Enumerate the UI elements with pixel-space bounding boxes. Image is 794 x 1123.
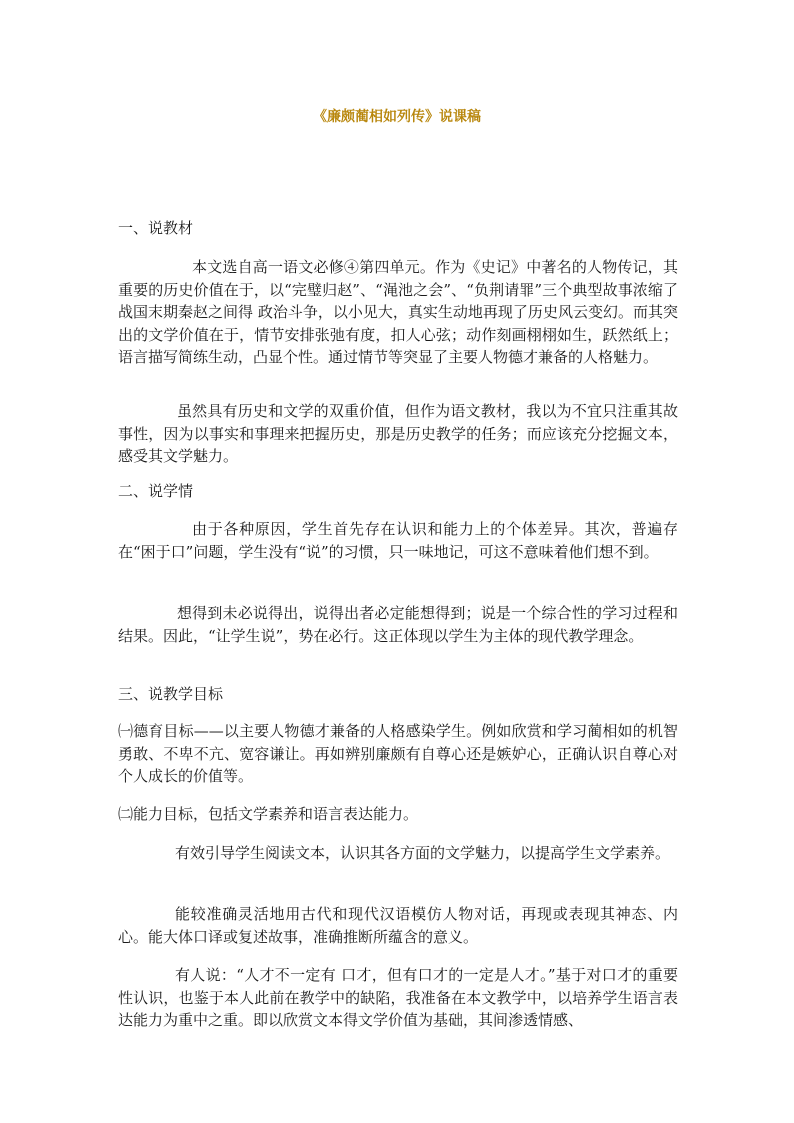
paragraph-2-1: 由于各种原因，学生首先存在认识和能力上的个体差异。其次，普遍存在“困于口”问题，学生没有“说”的习惯，只一味地记，可这不意味着他们想不到。 <box>118 520 678 561</box>
section-heading-3: 三、说教学目标 <box>118 685 224 703</box>
section-heading-2: 二、说学情 <box>118 482 194 500</box>
paragraph-3-3: 有效引导学生阅读文本，认识其各方面的文学魅力，以提高学生文学素养。 <box>175 844 671 862</box>
paragraph-3-4: 能较准确灵活地用古代和现代汉语模仿人物对话，再现或表现其神态、内心。能大体口译或复述故事，准确推断所蕴含的意义。 <box>118 905 678 946</box>
paragraph-3-1: ㈠德育目标——以主要人物德才兼备的人格感染学生。例如欣赏和学习蔺相如的机智勇敢、不卑不亢、宽容谦让。再如辨别廉颇有自尊心还是嫉妒心，正确认识自尊心对个人成长的价值等。 <box>118 722 678 785</box>
document-title: 《廉颇蔺相如列传》说课稿 <box>313 109 481 125</box>
paragraph-3-2: ㈡能力目标，包括文学素养和语言表达能力。 <box>118 805 419 823</box>
paragraph-1-2: 虽然具有历史和文学的双重价值，但作为语文教材，我以为不宜只注重其故事性，因为以事实和事理来把握历史，那是历史教学的任务；而应该充分挖掘文本，感受其文学魅力。 <box>118 402 678 465</box>
paragraph-1-1: 本文选自高一语文必修④第四单元。作为《史记》中著名的人物传记，其重要的历史价值在于，以“完璧归赵”、“渑池之会”、“负荆请罪”三个典型故事浓缩了战国末期秦赵之间得 政治斗争，以小见大，真实生动地再现了历史风云变幻。而其突出的文学价值在于，情节安排张弛有度，扣人心弦；动作刻画栩栩如生，跃然纸上；语言描写简练生动，凸显个性。通过情节等突显了主要人物德才兼备的人格魅力。 <box>118 258 678 366</box>
paragraph-3-5: 有人说：“人才不一定有 口才，但有口才的一定是人才。”基于对口才的重要性认识，也鉴于本人此前在教学中的缺陷，我准备在本文教学中，以培养学生语言表达能力为重中之重。即以欣赏文本得文学价值为基础，其间渗透情感、 <box>118 966 678 1029</box>
section-heading-1: 一、说教材 <box>118 219 194 237</box>
paragraph-2-2: 想得到未必说得出，说得出者必定能想得到；说是一个综合性的学习过程和结果。因此，“让学生说”，势在必行。这正体现以学生为主体的现代教学理念。 <box>118 604 678 645</box>
